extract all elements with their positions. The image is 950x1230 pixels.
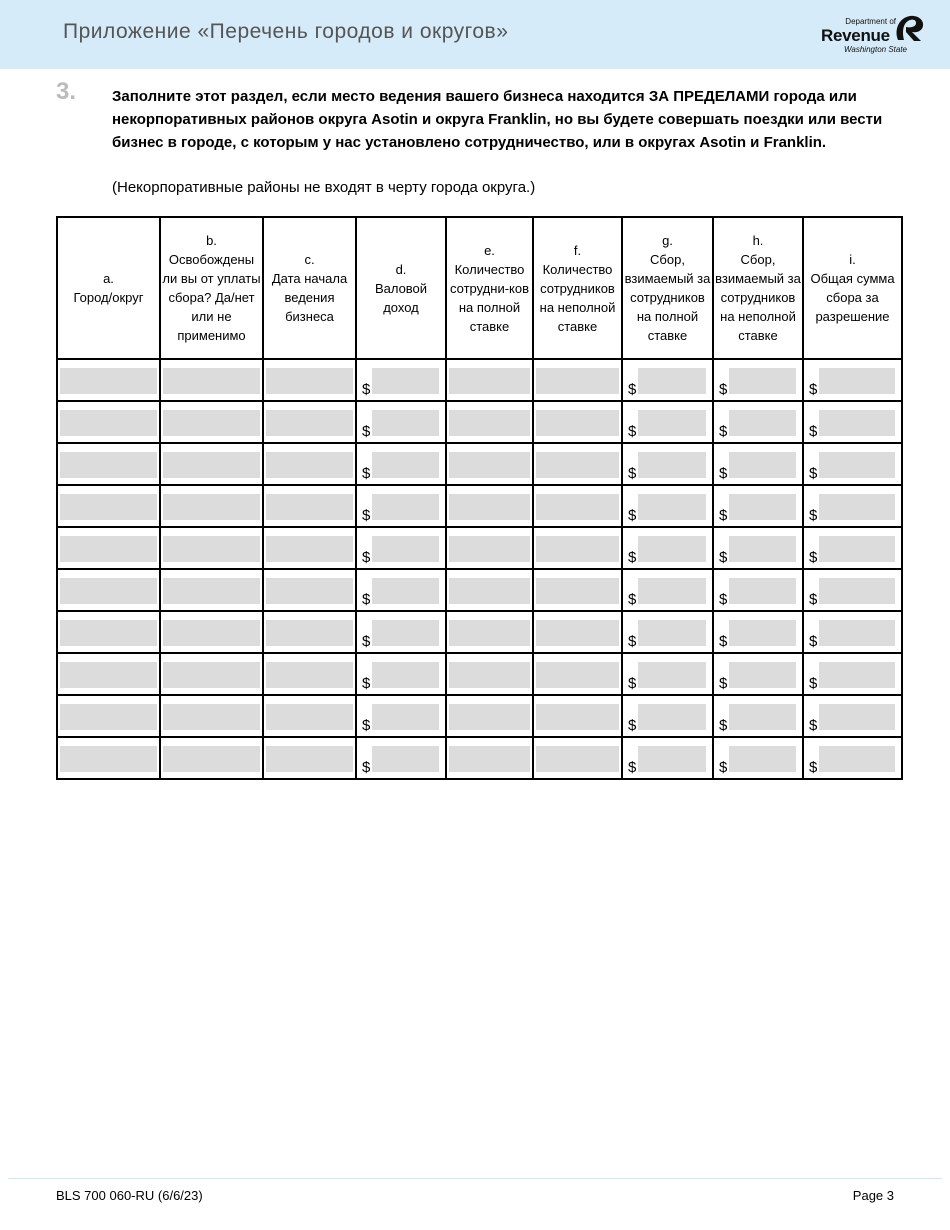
text-input-field[interactable] (449, 746, 530, 772)
text-input-field[interactable] (449, 662, 530, 688)
cell-i (803, 569, 902, 611)
cell-c (263, 443, 356, 485)
dor-logo (818, 12, 928, 58)
currency-symbol: $ (362, 759, 371, 776)
text-input-field[interactable] (266, 494, 353, 520)
section-note: (Некорпоративные районы не входят в черту города округа.) (112, 179, 536, 196)
cell-d (356, 443, 446, 485)
cell-a (57, 359, 160, 401)
amount-input-field[interactable] (729, 662, 796, 688)
cell-a (57, 485, 160, 527)
revenue-logo-icon (892, 13, 926, 43)
amount-input-field[interactable] (638, 578, 706, 604)
currency-symbol: $ (628, 633, 637, 650)
amount-input-field[interactable] (372, 536, 439, 562)
cell-e (446, 359, 533, 401)
table-row (57, 401, 902, 443)
cell-h (713, 653, 803, 695)
currency-symbol: $ (809, 591, 818, 608)
column-letter: a. (103, 271, 114, 286)
amount-input-field[interactable] (819, 578, 895, 604)
table-row (57, 653, 902, 695)
cell-i (803, 527, 902, 569)
column-label: Количество сотрудни-ков на полной ставке (449, 261, 530, 334)
table-row (57, 569, 902, 611)
column-header-a (57, 217, 160, 359)
text-input-field[interactable] (266, 662, 353, 688)
cell-a (57, 569, 160, 611)
cell-c (263, 569, 356, 611)
column-letter: h. (752, 233, 764, 248)
amount-input-field[interactable] (819, 494, 895, 520)
section-instruction: Заполните этот раздел, если место ведения вашего бизнеса находится ЗА ПРЕДЕЛАМИ города или некорпоративных районов округа Asotin и округа Franklin, но вы будете совершать поездки или вести бизнес в городе, с которым у нас установлено сотрудничество, или в округах Asotin и Franklin. (112, 88, 883, 151)
cell-b (160, 737, 263, 779)
cell-f (533, 401, 622, 443)
text-input-field[interactable] (266, 620, 353, 646)
table-row (57, 737, 902, 779)
currency-symbol: $ (719, 549, 728, 566)
amount-input-field[interactable] (729, 452, 796, 478)
cell-f (533, 569, 622, 611)
currency-symbol: $ (362, 675, 371, 692)
text-input-field[interactable] (60, 620, 157, 646)
cell-h (713, 569, 803, 611)
cell-i (803, 401, 902, 443)
amount-input-field[interactable] (638, 746, 706, 772)
text-input-field[interactable] (60, 368, 157, 394)
cell-c (263, 359, 356, 401)
column-header-h (713, 217, 803, 359)
amount-input-field[interactable] (638, 620, 706, 646)
cell-b (160, 695, 263, 737)
cell-e (446, 485, 533, 527)
cell-h (713, 737, 803, 779)
column-header-b (160, 217, 263, 359)
amount-input-field[interactable] (819, 536, 895, 562)
cell-c (263, 611, 356, 653)
column-letter: i. (849, 252, 856, 267)
amount-input-field[interactable] (729, 494, 796, 520)
amount-input-field[interactable] (372, 704, 439, 730)
column-header-i (803, 217, 902, 359)
text-input-field[interactable] (536, 452, 619, 478)
cell-g (622, 359, 713, 401)
amount-input-field[interactable] (819, 452, 895, 478)
amount-input-field[interactable] (819, 746, 895, 772)
text-input-field[interactable] (536, 704, 619, 730)
amount-input-field[interactable] (729, 536, 796, 562)
text-input-field[interactable] (60, 704, 157, 730)
amount-input-field[interactable] (372, 620, 439, 646)
currency-symbol: $ (362, 507, 371, 524)
amount-input-field[interactable] (638, 452, 706, 478)
page-number: Page 3 (852, 1188, 894, 1203)
table-row (57, 695, 902, 737)
amount-input-field[interactable] (638, 662, 706, 688)
cell-f (533, 443, 622, 485)
cell-g (622, 443, 713, 485)
amount-input-field[interactable] (372, 410, 439, 436)
cell-a (57, 737, 160, 779)
text-input-field[interactable] (60, 494, 157, 520)
cell-g (622, 527, 713, 569)
amount-input-field[interactable] (638, 704, 706, 730)
currency-symbol: $ (362, 549, 371, 566)
column-label: Освобождены ли вы от уплаты сбора? Да/нет или не применимо (162, 252, 261, 343)
text-input-field[interactable] (163, 746, 260, 772)
currency-symbol: $ (809, 759, 818, 776)
cell-c (263, 401, 356, 443)
cell-e (446, 569, 533, 611)
currency-symbol: $ (719, 507, 728, 524)
text-input-field[interactable] (536, 578, 619, 604)
text-input-field[interactable] (163, 410, 260, 436)
cell-b (160, 401, 263, 443)
currency-symbol: $ (362, 381, 371, 398)
amount-input-field[interactable] (729, 410, 796, 436)
cell-g (622, 401, 713, 443)
text-input-field[interactable] (163, 368, 260, 394)
column-letter: e. (484, 242, 495, 258)
currency-symbol: $ (628, 591, 637, 608)
form-id: BLS 700 060-RU (6/6/23) (56, 1188, 203, 1203)
cell-c (263, 653, 356, 695)
cell-h (713, 485, 803, 527)
column-label: Дата начала ведения бизнеса (271, 271, 348, 324)
page-title: Приложение «Перечень городов и округов» (63, 20, 509, 43)
cell-b (160, 653, 263, 695)
text-input-field[interactable] (449, 578, 530, 604)
text-input-field[interactable] (449, 536, 530, 562)
cell-b (160, 485, 263, 527)
amount-input-field[interactable] (372, 368, 439, 394)
text-input-field[interactable] (60, 536, 157, 562)
currency-symbol: $ (362, 465, 371, 482)
logo-dept-text: Department of (845, 17, 896, 26)
cell-e (446, 653, 533, 695)
table-row (57, 527, 902, 569)
column-letter: f. (573, 242, 582, 258)
amount-input-field[interactable] (729, 578, 796, 604)
amount-input-field[interactable] (819, 410, 895, 436)
cell-b (160, 359, 263, 401)
column-letter: c. (304, 252, 315, 267)
currency-symbol: $ (719, 759, 728, 776)
cell-d (356, 737, 446, 779)
text-input-field[interactable] (536, 662, 619, 688)
cell-d (356, 695, 446, 737)
cell-d (356, 527, 446, 569)
column-label: Валовой доход (374, 280, 428, 315)
currency-symbol: $ (628, 381, 637, 398)
cities-counties-table (56, 216, 903, 780)
amount-input-field[interactable] (819, 704, 895, 730)
cell-g (622, 653, 713, 695)
cell-d (356, 611, 446, 653)
cell-i (803, 443, 902, 485)
currency-symbol: $ (719, 633, 728, 650)
cell-i (803, 695, 902, 737)
cell-d (356, 485, 446, 527)
amount-input-field[interactable] (372, 662, 439, 688)
cell-e (446, 611, 533, 653)
amount-input-field[interactable] (729, 368, 796, 394)
text-input-field[interactable] (60, 662, 157, 688)
currency-symbol: $ (809, 549, 818, 566)
cell-f (533, 359, 622, 401)
cell-g (622, 485, 713, 527)
cell-d (356, 359, 446, 401)
text-input-field[interactable] (449, 494, 530, 520)
amount-input-field[interactable] (819, 662, 895, 688)
amount-input-field[interactable] (372, 494, 439, 520)
text-input-field[interactable] (449, 452, 530, 478)
currency-symbol: $ (362, 591, 371, 608)
text-input-field[interactable] (536, 536, 619, 562)
cell-a (57, 401, 160, 443)
column-letter: d. (395, 261, 407, 277)
amount-input-field[interactable] (819, 368, 895, 394)
cell-h (713, 695, 803, 737)
amount-input-field[interactable] (638, 368, 706, 394)
text-input-field[interactable] (536, 746, 619, 772)
cell-d (356, 401, 446, 443)
text-input-field[interactable] (449, 704, 530, 730)
cell-h (713, 359, 803, 401)
cell-c (263, 695, 356, 737)
currency-symbol: $ (809, 717, 818, 734)
text-input-field[interactable] (449, 368, 530, 394)
currency-symbol: $ (628, 759, 637, 776)
currency-symbol: $ (809, 507, 818, 524)
cell-h (713, 443, 803, 485)
amount-input-field[interactable] (372, 746, 439, 772)
cell-f (533, 737, 622, 779)
text-input-field[interactable] (163, 662, 260, 688)
currency-symbol: $ (628, 717, 637, 734)
text-input-field[interactable] (163, 536, 260, 562)
cell-e (446, 443, 533, 485)
cell-b (160, 569, 263, 611)
amount-input-field[interactable] (372, 578, 439, 604)
column-label: Сбор, взимаемый за сотрудников на полной ставке (624, 252, 711, 343)
column-header-f (533, 217, 622, 359)
text-input-field[interactable] (266, 578, 353, 604)
text-input-field[interactable] (163, 494, 260, 520)
cell-d (356, 569, 446, 611)
cell-i (803, 653, 902, 695)
cell-g (622, 569, 713, 611)
cell-h (713, 401, 803, 443)
text-input-field[interactable] (266, 368, 353, 394)
amount-input-field[interactable] (638, 494, 706, 520)
text-input-field[interactable] (266, 536, 353, 562)
text-input-field[interactable] (163, 620, 260, 646)
currency-symbol: $ (719, 465, 728, 482)
currency-symbol: $ (719, 423, 728, 440)
logo-revenue-text: Revenue (821, 26, 890, 45)
cell-i (803, 737, 902, 779)
text-input-field[interactable] (536, 368, 619, 394)
table-row (57, 443, 902, 485)
text-input-field[interactable] (449, 620, 530, 646)
cell-i (803, 359, 902, 401)
text-input-field[interactable] (163, 704, 260, 730)
column-label: Общая сумма сбора за разрешение (810, 271, 895, 324)
text-input-field[interactable] (60, 578, 157, 604)
currency-symbol: $ (628, 423, 637, 440)
cell-h (713, 611, 803, 653)
column-label: Сбор, взимаемый за сотрудников на неполной ставке (715, 252, 801, 343)
currency-symbol: $ (628, 465, 637, 482)
text-input-field[interactable] (163, 452, 260, 478)
text-input-field[interactable] (163, 578, 260, 604)
currency-symbol: $ (628, 507, 637, 524)
cell-h (713, 527, 803, 569)
currency-symbol: $ (809, 465, 818, 482)
cell-a (57, 653, 160, 695)
cell-a (57, 695, 160, 737)
text-input-field[interactable] (536, 410, 619, 436)
cell-c (263, 737, 356, 779)
currency-symbol: $ (809, 423, 818, 440)
text-input-field[interactable] (60, 410, 157, 436)
column-label: Количество сотрудников на неполной ставке (539, 261, 616, 334)
table-header-row (57, 217, 902, 359)
column-header-c (263, 217, 356, 359)
table-row (57, 359, 902, 401)
currency-symbol: $ (809, 675, 818, 692)
text-input-field[interactable] (266, 704, 353, 730)
header-banner (0, 0, 950, 69)
currency-symbol: $ (362, 423, 371, 440)
column-header-d (356, 217, 446, 359)
amount-input-field[interactable] (638, 410, 706, 436)
column-header-g (622, 217, 713, 359)
cell-g (622, 737, 713, 779)
cell-a (57, 611, 160, 653)
text-input-field[interactable] (266, 410, 353, 436)
cell-f (533, 653, 622, 695)
currency-symbol: $ (809, 381, 818, 398)
currency-symbol: $ (719, 381, 728, 398)
cell-e (446, 401, 533, 443)
cell-i (803, 485, 902, 527)
text-input-field[interactable] (60, 746, 157, 772)
cell-b (160, 611, 263, 653)
cell-i (803, 611, 902, 653)
cell-f (533, 527, 622, 569)
currency-symbol: $ (809, 633, 818, 650)
section-number: 3. (56, 78, 77, 105)
cell-e (446, 737, 533, 779)
text-input-field[interactable] (536, 494, 619, 520)
currency-symbol: $ (628, 675, 637, 692)
currency-symbol: $ (362, 717, 371, 734)
logo-state-text: Washington State (844, 45, 908, 54)
cell-e (446, 695, 533, 737)
cell-b (160, 443, 263, 485)
cell-a (57, 527, 160, 569)
text-input-field[interactable] (266, 746, 353, 772)
amount-input-field[interactable] (819, 620, 895, 646)
table-row (57, 611, 902, 653)
text-input-field[interactable] (449, 410, 530, 436)
amount-input-field[interactable] (638, 536, 706, 562)
footer-divider (8, 1178, 942, 1179)
cell-f (533, 611, 622, 653)
text-input-field[interactable] (536, 620, 619, 646)
cell-c (263, 527, 356, 569)
cell-b (160, 527, 263, 569)
cell-c (263, 485, 356, 527)
column-label: Город/округ (73, 290, 144, 305)
amount-input-field[interactable] (729, 746, 796, 772)
currency-symbol: $ (719, 675, 728, 692)
currency-symbol: $ (362, 633, 371, 650)
amount-input-field[interactable] (729, 704, 796, 730)
column-letter: g. (662, 233, 673, 248)
cell-a (57, 443, 160, 485)
cell-f (533, 695, 622, 737)
currency-symbol: $ (628, 549, 637, 566)
cell-d (356, 653, 446, 695)
amount-input-field[interactable] (729, 620, 796, 646)
currency-symbol: $ (719, 717, 728, 734)
currency-symbol: $ (719, 591, 728, 608)
column-header-e (446, 217, 533, 359)
amount-input-field[interactable] (372, 452, 439, 478)
cell-f (533, 485, 622, 527)
cell-g (622, 611, 713, 653)
text-input-field[interactable] (60, 452, 157, 478)
table-row (57, 485, 902, 527)
cell-g (622, 695, 713, 737)
cell-e (446, 527, 533, 569)
column-letter: b. (206, 233, 217, 248)
text-input-field[interactable] (266, 452, 353, 478)
